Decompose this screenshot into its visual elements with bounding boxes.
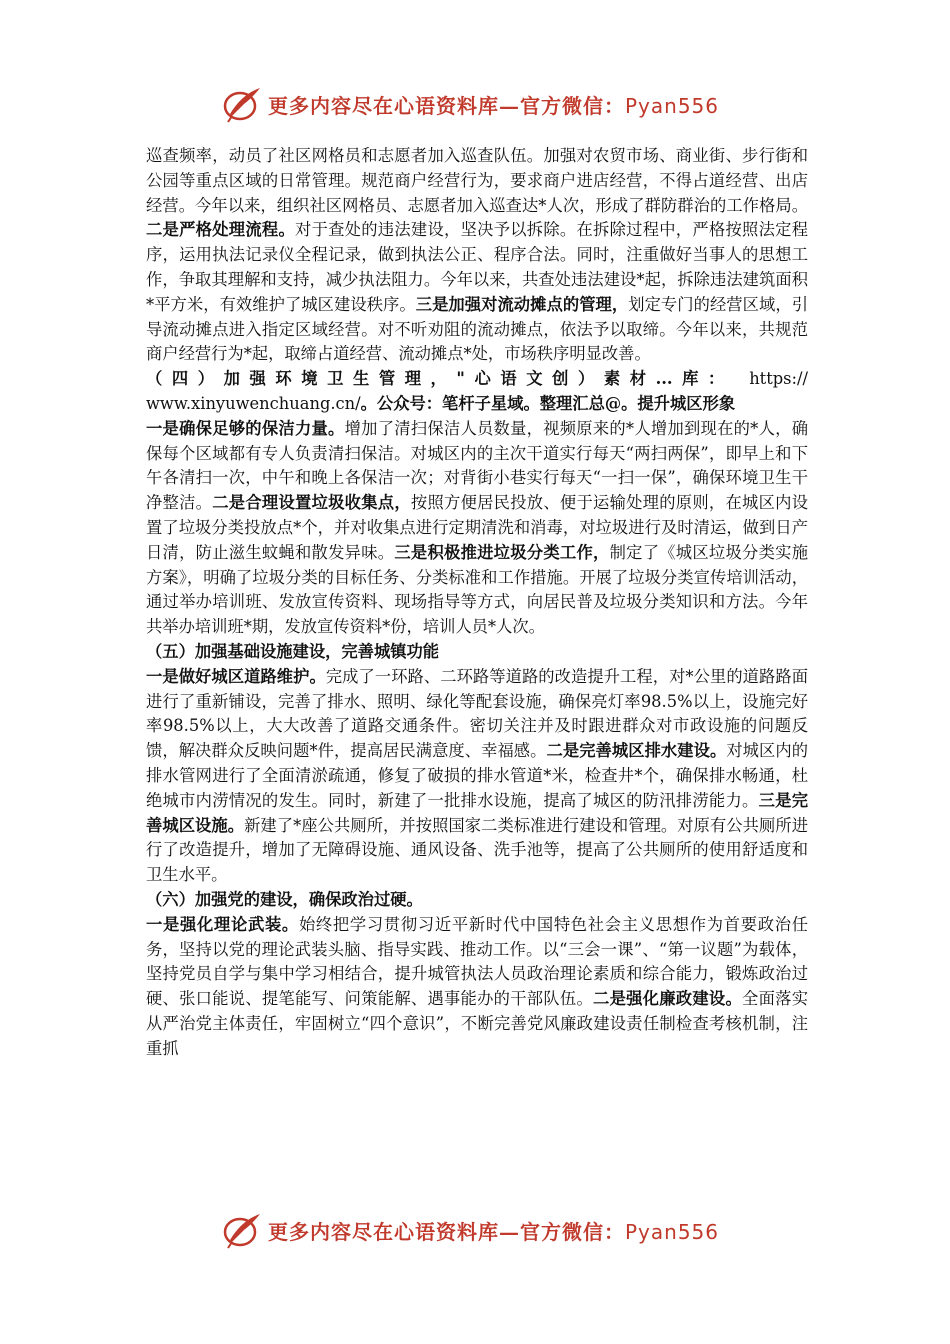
heading-5: （五）加强基础设施建设，完善城镇功能 bbox=[146, 641, 440, 661]
document-body bbox=[146, 144, 808, 1061]
body-text: 全面落实从严治党主体责任，牢固树立“四个意识”，不断完善党风廉政建设责任制检查考核机制，注重抓 bbox=[146, 989, 808, 1058]
bold-lead: 三是加强对流动摊点的管理， bbox=[415, 294, 629, 314]
bold-lead: 二是严格处理流程。 bbox=[146, 220, 296, 240]
paragraph-4 bbox=[146, 913, 808, 1062]
paragraph-2 bbox=[146, 417, 808, 640]
body-text: 按照方便居民投放、便于运输处理的原则，在城区内设置了垃圾分类投放点*个，并对收集点进行定期清洗和消毒，对垃圾进行及时清运，做到日产日清，防止滋生蚊蝇和散发异味。 bbox=[146, 493, 808, 562]
paragraph-3 bbox=[146, 665, 808, 888]
body-text: 制定了《城区垃圾分类实施方案》，明确了垃圾分类的目标任务、分类标准和工作措施。开展了垃圾分类宣传培训活动，通过举办培训班、发放宣传资料、现场指导等方式，向居民普及垃圾分类知识和方法。今年共举办培训班*期，发放宣传资料*份，培训人员*人次。 bbox=[146, 542, 808, 637]
heading-6: （六）加强党的建设，确保政治过硬。 bbox=[146, 889, 423, 909]
bold-lead: 一是确保足够的保洁力量。 bbox=[146, 418, 345, 438]
body-text: 完成了一环路、二环路等道路的改造提升工程，对*公里的道路路面进行了重新铺设，完善了排水、照明、绿化等配套设施，确保亮灯率98.5%以上，设施完好率98.5%以上，大大改善了道路交通条件。密切关注并及时跟进群众对市政设施的问题反馈，解决群众反映问题*件，提高居民满意度、幸福感。 bbox=[146, 666, 808, 761]
banner-text: 更多内容尽在心语资料库—官方微信：Pyan556 bbox=[268, 1219, 720, 1244]
footer-banner bbox=[222, 1210, 742, 1250]
header-banner bbox=[222, 84, 742, 124]
banner-text: 更多内容尽在心语资料库—官方微信：Pyan556 bbox=[268, 93, 720, 118]
bold-lead: 一是强化理论武装。 bbox=[146, 914, 299, 934]
heading-4 bbox=[146, 367, 808, 417]
bold-lead: 二是完善城区排水建设。 bbox=[546, 741, 727, 761]
body-text: 始终把学习贯彻习近平新时代中国特色社会主义思想作为首要政治任务，坚持以党的理论武装头脑、指导实践、推动工作。以“三会一课”、“第一议题”为载体，坚持党员自学与集中学习相结合，提升城管执法人员政治理论素质和综合能力，锻炼政治过硬、张口能说、提笔能写、问策能解、遇事能办的干部队伍。 bbox=[146, 914, 808, 1009]
heading-4-line1: （四）加强环境卫生管理，"心语文创）素材...库： https:// bbox=[146, 369, 808, 389]
body-text: 对于查处的违法建设，坚决予以拆除。在拆除过程中，严格按照法定程序，运用执法记录仪全程记录，做到执法公正、程序合法。同时，注重做好当事人的思想工作，争取其理解和支持，减少执法阻力。今年以来，共查处违法建设*起，拆除违法建筑面积*平方米，有效维护了城区建设秩序。 bbox=[146, 220, 808, 314]
body-text: 增加了清扫保洁人员数量，视频原来的*人增加到现在的*人，确保每个区域都有专人负责清扫保洁。对城区内的主次干道实行每天“两扫两保”，即早上和下午各清扫一次，中午和晚上各保洁一次；对背街小巷实行每天“一扫一保”，确保环境卫生干净整洁。 bbox=[146, 418, 808, 513]
body-text: 对城区内的排水管网进行了全面清淤疏通，修复了破损的排水管道*米，检查井*个，确保排水畅通，杜绝城市内涝情况的发生。同时，新建了一批排水设施，提高了城区的防汛排涝能力。 bbox=[146, 741, 808, 810]
bold-lead: 三是完善城区设施。 bbox=[146, 790, 808, 835]
body-text: 巡查频率，动员了社区网格员和志愿者加入巡查队伍。加强对农贸市场、商业街、步行街和公园等重点区域的日常管理。规范商户经营行为，要求商户进店经营，不得占道经营、出店经营。今年以来，组织社区网格员、志愿者加入巡查达*人次，形成了群防群治的工作格局。 bbox=[146, 146, 808, 215]
quill-logo-icon bbox=[222, 1210, 264, 1250]
bold-lead: 一是做好城区道路维护。 bbox=[146, 666, 326, 686]
wechat-id: Pyan556 bbox=[625, 1219, 720, 1244]
heading-4-line2: www.xinyuwenchuang.cn/。公众号：笔杆子星域。整理汇总@。提升城区形象 bbox=[146, 393, 736, 413]
bold-lead: 二是合理设置垃圾收集点， bbox=[212, 493, 411, 513]
bold-lead: 二是强化廉政建设。 bbox=[593, 989, 743, 1009]
quill-logo-icon bbox=[222, 84, 264, 124]
body-text: 新建了*座公共厕所，并按照国家二类标准进行建设和管理。对原有公共厕所进行了改造提升，增加了无障碍设施、通风设备、洗手池等，提高了公共厕所的使用舒适度和卫生水平。 bbox=[146, 815, 808, 885]
paragraph-1 bbox=[146, 144, 808, 367]
body-text: 划定专门的经营区域，引导流动摊点进入指定区域经营。对不听劝阻的流动摊点，依法予以取缔。今年以来，共规范商户经营行为*起，取缔占道经营、流动摊点*处，市场秩序明显改善。 bbox=[146, 294, 808, 364]
bold-lead: 三是积极推进垃圾分类工作， bbox=[394, 542, 610, 562]
wechat-id: Pyan556 bbox=[625, 93, 720, 118]
